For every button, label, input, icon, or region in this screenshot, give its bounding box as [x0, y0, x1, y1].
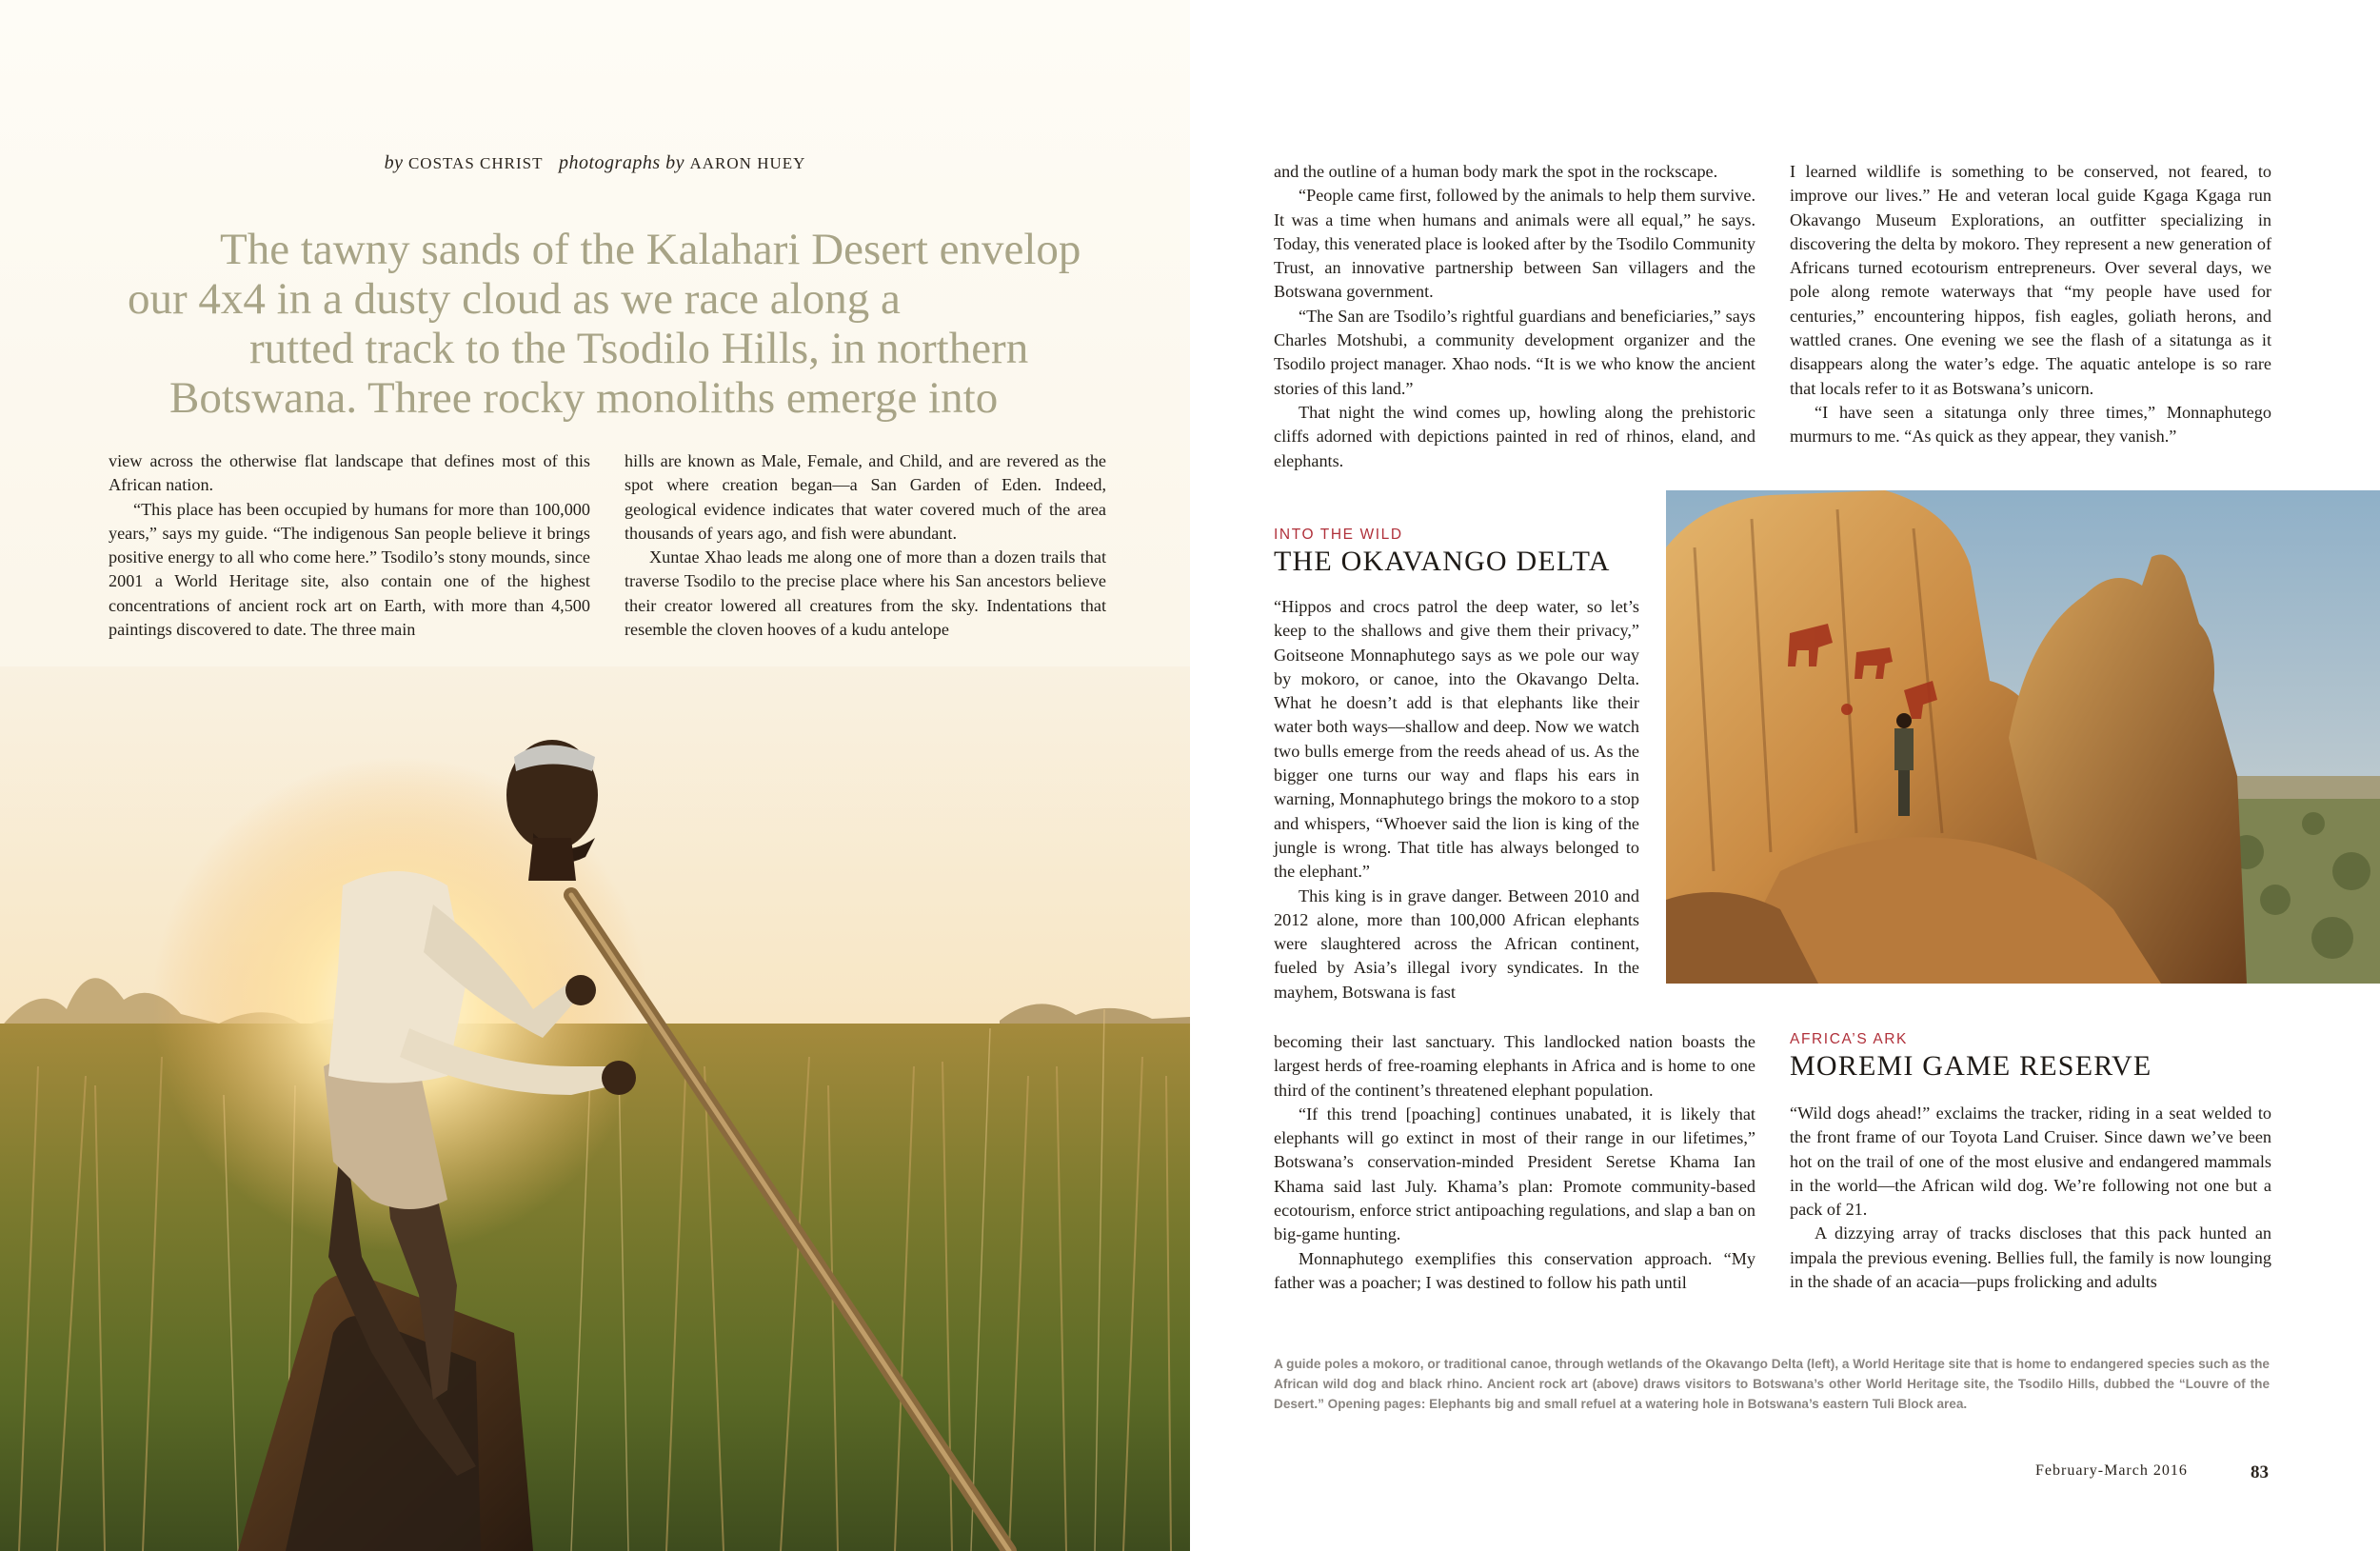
paragraph: hills are known as Male, Female, and Child, and are revered as the spot where creation began—a San Garden of Eden. Indeed, geological evidence indicates that water covered much of the area thousands of years ago, and fish were abundant.: [625, 451, 1106, 543]
section1-wide-column: [1274, 1030, 1755, 1295]
byline-by-2: by: [665, 152, 684, 173]
section-kicker-africas-ark: AFRICA’S ARK: [1790, 1031, 1908, 1047]
paragraph: view across the otherwise flat landscape that defines most of this African nation.: [109, 451, 590, 495]
byline-by: by: [384, 152, 404, 173]
section-title-moremi-game-reserve: MOREMI GAME RESERVE: [1790, 1050, 2152, 1082]
issue-date: February-March 2016: [2035, 1462, 2188, 1479]
right-page: [1190, 0, 2380, 1551]
paragraph: Xuntae Xhao leads me along one of more than a dozen trails that traverse Tsodilo to the precise place where his San ancestors believe their creator lowered all creatures from the sky. Indentations that resemble the cloven hooves of a kudu antelope: [625, 547, 1106, 640]
section1-narrow-column: [1274, 595, 1639, 1004]
author-name: COSTAS CHRIST: [407, 154, 544, 172]
byline: [0, 152, 1190, 174]
paragraph: “Hippos and crocs patrol the deep water, so let’s keep to the shallows and give them their privacy,” Goitseone Monnaphutego says as we pole our way by mokoro, or canoe, into the Okavango Delta. What he doesn’t add is that elephants like their water both ways—shallow and deep. Now we watch two bulls emerge from the reeds ahead of us. As the bigger one turns our way and flaps his ears in warning, Monnaphutego brings the mokoro to a stop and whispers, “Whoever said the lion is king of the jungle is wrong. That title has always belonged to the elephant.”: [1274, 597, 1639, 882]
body-column-left-2: [625, 449, 1106, 642]
paragraph: “People came first, followed by the animals to help them survive. It was a time when humans and animals were all equal,” he says. Today, this venerated place is looked after by the Tsodilo Community Trust, an innovative partnership between San villagers and the Botswana government.: [1274, 186, 1755, 302]
paragraph: “I have seen a sitatunga only three times,” Monnaphutego murmurs to me. “As quick as they appear, they vanish.”: [1790, 402, 2271, 447]
paragraph: “The San are Tsodilo’s rightful guardians and beneficiaries,” says Charles Motshubi, a community development organizer and the Tsodilo project manager. Xhao nods. “It is we who know the ancient stories of this land.”: [1274, 306, 1755, 398]
page-number: 83: [2251, 1462, 2269, 1482]
paragraph: and the outline of a human body mark the spot in the rockscape.: [1274, 162, 1718, 181]
photographs-label: photographs: [558, 152, 661, 173]
body-column-left-1: [109, 449, 590, 642]
body-column-right-1: [1274, 160, 1755, 473]
photographer-name: AARON HUEY: [689, 154, 806, 172]
paragraph: This king is in grave danger. Between 2010 and 2012 alone, more than 100,000 African elephants were slaughtered across the African continent, fueled by Asia’s illegal ivory syndicates. In the mayhem, Botswana is fast: [1274, 885, 1639, 1002]
paragraph: I learned wildlife is something to be conserved, not feared, to improve our lives.” He and veteran local guide Kgaga Kgaga run Okavango Museum Explorations, an outfitter specializing in discovering the delta by mokoro. They represent a new generation of Africans turned ecotourism entrepreneurs. Over several days, we pole along remote waterways that “my people have used for centuries,” encountering hippos, fish eagles, goliath herons, and wattled cranes. One evening we see the flash of a sitatunga as it disappears along the water’s edge. The aquatic antelope is so rare that locals refer to it as Botswana’s unicorn.: [1790, 162, 2271, 398]
lede-line-2: our 4x4 in a dusty cloud as we race along a: [128, 274, 901, 324]
paragraph: “Wild dogs ahead!” exclaims the tracker, riding in a seat welded to the front frame of our Toyota Land Cruiser. Since dawn we’ve been hot on the trail of one of the most elusive and endangered mammals in the world—the African wild dog. We’re following not one but a pack of 21.: [1790, 1104, 2271, 1220]
lede-line-4: Botswana. Three rocky monoliths emerge into: [169, 373, 999, 423]
paragraph: “This place has been occupied by humans for more than 100,000 years,” says my guide. “The indigenous San people believe it brings positive energy to all who come here.” Tsodilo’s stony mounds, since 2001 a World Heritage site, also contain one of the highest concentrations of ancient rock art on Earth, with more than 4,500 paintings discovered to date. The three main: [109, 499, 590, 640]
paragraph: “If this trend [poaching] continues unabated, it is likely that elephants will go extinct in most of their range in our lifetimes,” Botswana’s conservation-minded President Seretse Khama Ian Khama said last July. Khama’s plan: Promote community-based ecotourism, enforce strict antipoaching regulations, and slap a ban on big-game hunting.: [1274, 1104, 1755, 1244]
section2-body-column: [1790, 1102, 2271, 1294]
paragraph: becoming their last sanctuary. This landlocked nation boasts the largest herds of free-roaming elephants in Africa and is home to one third of the continent’s threatened elephant population.: [1274, 1032, 1755, 1100]
photo-caption: A guide poles a mokoro, or traditional canoe, through wetlands of the Okavango Delta (left), a World Heritage site that is home to endangered species such as the African wild dog and black rhino. Ancient rock art (above) draws visitors to Botswana’s other World Heritage site, the Tsodilo Hills, dubbed the “Louvre of the Desert.” Opening pages: Elephants big and small refuel at a watering hole in Botswana’s eastern Tuli Block area.: [1274, 1357, 2270, 1411]
body-column-right-2: [1790, 160, 2271, 449]
paragraph: That night the wind comes up, howling along the prehistoric cliffs adorned with depictions painted in red of rhinos, eland, and elephants.: [1274, 402, 1755, 470]
paragraph: A dizzying array of tracks discloses that this pack hunted an impala the previous evening. Bellies full, the family is now lounging in the shade of an acacia—pups frolicking and adults: [1790, 1223, 2271, 1292]
paragraph: Monnaphutego exemplifies this conservation approach. “My father was a poacher; I was destined to follow his path until: [1274, 1248, 1755, 1292]
mokoro-poler-photo: [0, 666, 1190, 1551]
rock-art-photo: [1666, 490, 2380, 984]
lede-line-3: rutted track to the Tsodilo Hills, in northern: [249, 324, 1029, 373]
section-title-okavango-delta: THE OKAVANGO DELTA: [1274, 546, 1611, 577]
section-kicker-into-the-wild: INTO THE WILD: [1274, 527, 1403, 543]
lede-line-1: The tawny sands of the Kalahari Desert envelop: [220, 225, 1081, 274]
